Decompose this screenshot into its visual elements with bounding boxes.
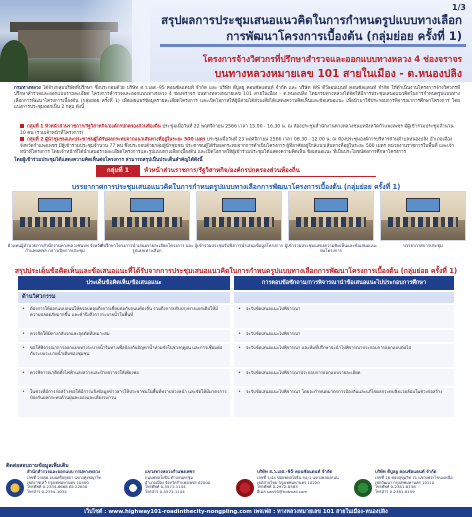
contact-line: โทรศัพท์ 0-2381-8158 — [375, 484, 416, 490]
bullet-icon — [20, 137, 24, 141]
column-header-responses: การตอบข้อซักถาม/การพิจารณานำข้อเสนอแนะไปประกอบการศึกษา — [234, 276, 454, 290]
title-divider — [160, 44, 466, 47]
group-1-text: ประชุมเมื่อวันที่ 22 พฤศจิกายน 2566 เวลา 15.00 - 16.30 น. ณ ห้องประชุมสำนักงานทางหลวงชนบทจังหวัดกำแพงเพชร มีผู้เข้าร่วมประชุมจำนวน 10 คน (รวมเจ้าหน้าที่โครงการ) — [20, 124, 454, 136]
footer — [0, 462, 472, 517]
comment-cell: • ในช่วงที่มีการก่อสร้างขอให้มีการแจ้งข้อมูลข่าวสารให้ประชาชนในพื้นที่ทราบล่วงหน้า และจัดให้มีมาตรการป้องกันผลกระทบด้านฝุ่นละอองและเสียงรบกวน — [18, 388, 230, 417]
website-bar[interactable]: เว็บไซต์ : www.highway101-roadinthecity-nongpling.com เพจเฟส : ทางหลวงหมายเลข 101 สายในเมือง-หนองปลิง — [0, 507, 472, 517]
consultant-logo-icon — [236, 479, 254, 497]
contact-line: เลขที่ 2/486 ถนนศรีอยุธยา แขวงทุ่งพญาไท — [27, 474, 101, 480]
table-row — [18, 330, 454, 342]
contact-block — [236, 470, 352, 498]
comment-cell: • ต้องการให้ออกแบบถนนให้ครอบคลุมถึงการเชื่อมต่อกับถนนท้องถิ่น รวมถึงการปรับปรุงทางแยกเดิมให้มีความปลอดภัยมากขึ้น และคำนึงถึงการระบายน้ำในพื้นที่ — [18, 305, 230, 328]
group-1-banner — [96, 165, 376, 177]
comment-cell: • ควรพิจารณาติดตั้งไฟฟ้าแสงสว่างและป้ายจราจรให้เพียงพอ — [18, 369, 230, 386]
comment-cell: • ควรจัดให้มีทางกลับรถและจุดตัดที่เหมาะสม — [18, 330, 230, 342]
group-2-text: ประชุมเมื่อวันที่ 23 พฤศจิกายน 2566 เวลา 08.30 - 12.00 น. ณ ห้องประชุมองค์การบริหารส่วนตำบลหนองปลิง อำเภอเมือง จังหวัดกำแพงเพชร มีผู้เข้าร่วมประชุมจำนวน 77 คน ซึ่งประกอบด้วยกลุ่มผู้นำชุมชน ประชาชนผู้ได้รับผลกระทบจากการดำเนินโครงการ ผู้ที่อาศัยอยู่ใกล้แนวเส้นทางที่อยู่ในระยะ 500 เมตร หน่วยงานราชการในพื้นที่ และเจ้าหน้าที่โครงการ โดยเจ้าหน้าที่ได้นำเสนอรายละเอียดโครงการและรูปแบบทางเลือกเบื้องต้น และเปิดโอกาสให้ผู้เข้าร่วมประชุมได้แสดงความคิดเห็น ข้อเสนอแนะ ที่เป็นประโยชน์ต่อการศึกษาโครงการ — [20, 137, 455, 156]
meeting-photo — [104, 191, 190, 241]
table-row — [18, 344, 454, 367]
table-section-row — [18, 292, 454, 303]
contact-line: เขตสายไหม กรุงเทพมหานคร 10220 — [257, 479, 320, 485]
photo-caption: ที่ปรึกษาโครงการนำเสนอรายละเอียดโครงการ และรูปแบบทางเลือก — [100, 243, 194, 253]
contact-line: โทรสาร 0-5571-1144 — [145, 489, 185, 495]
subtitle-line1: โครงการจ้างวิศวกรที่ปรึกษาสำรวจและออกแบบทางหลวง 4 ช่องจราจร — [202, 55, 462, 65]
group-1-summary — [20, 124, 460, 137]
contact-name: แขวงทางหลวงกำแพงเพชร — [145, 470, 195, 475]
page-title-line2: การพัฒนาโครงการเบื้องต้น (กลุ่มย่อย ครั้งที่ 1) — [226, 29, 462, 43]
photo-caption: ผู้เข้าร่วมประชุมแสดงความคิดเห็นและข้อเสนอแนะต่อโครงการ — [284, 243, 378, 253]
contact-block — [6, 470, 122, 498]
group-2-summary — [20, 137, 460, 156]
contact-line: โทรสาร 0-2354-1034 — [27, 489, 67, 495]
contact-block — [354, 470, 468, 498]
summary-note: โดยผู้เข้าร่วมประชุมได้แสดงความคิดเห็นต่อโครงการ สามารถสรุปเป็นประเด็นสำคัญได้ดังนี้ — [14, 158, 203, 163]
contact-line: อีเมล sws95@hotmail.com — [257, 489, 308, 495]
column-header-comments: ประเด็นข้อคิดเห็น/ข้อเสนอแนะ — [18, 276, 230, 290]
contact-block — [124, 470, 234, 498]
meeting-photo — [380, 191, 466, 241]
contact-name: บริษัท ดีบูลยู คอนซัลแตนท์ จำกัด — [375, 470, 437, 475]
contact-line: โทรศัพท์ 0-2354-6668 ต่อ 22630 — [27, 484, 88, 490]
group-1-banner-text: หัวหน้าส่วนราชการ/รัฐวิสาหกิจ/องค์กรปกครองส่วนท้องถิ่น — [144, 167, 300, 174]
header — [0, 0, 472, 82]
bullet-icon — [20, 124, 24, 128]
meeting-photo — [288, 191, 374, 241]
meeting-photo — [196, 191, 282, 241]
photo-caption: ตัวแทนผู้อำนวยการสำนักงานทางหลวงชนบท จังหวัดกำแพงเพชร กล่าวเปิดการประชุม — [7, 243, 103, 253]
intro-lead: กรมทางหลวง — [14, 86, 41, 91]
contact-line: เขตราชเทวี กรุงเทพมหานคร 10400 — [27, 479, 89, 485]
atmosphere-title: บรรยากาศการประชุมเสนอแนวคิดในการกำหนดรูปแบบทางเลือกการพัฒนาโครงการเบื้องต้น (กลุ่มย่อย ครั้งที่ 1) — [71, 183, 401, 191]
comment-cell: • ขอให้พิจารณาการออกแบบทางระบายน้ำริมทางเพื่อป้องกันปัญหาน้ำท่วมขังในช่วงฤดูฝน และการเชื่อมต่อกับระบบระบายน้ำเดิมของชุมชน — [18, 344, 230, 367]
contact-name: บริษัท ส.ว.เอส.-95 คอนซัลแตนท์ จำกัด — [257, 470, 333, 475]
contact-line: เลขที่ 18 ซอยสุขุมวิท 71 แขวงพระโขนงเหนือ — [375, 474, 453, 480]
contact-name: สำนักสำรวจและออกแบบ กรมทางหลวง — [27, 470, 101, 475]
response-cell: • จะรับข้อเสนอแนะไปพิจารณาประกอบการออกแบบรายละเอียด — [234, 369, 454, 386]
table-row — [18, 388, 454, 417]
contact-line: โทรศัพท์ 0-2972-8583 — [257, 484, 298, 490]
response-cell: • จะรับข้อเสนอแนะไปพิจารณา — [234, 305, 454, 328]
response-cell: • จะรับข้อเสนอแนะไปพิจารณา โดยจะกำหนดมาตรการป้องกันและแก้ไขผลกระทบสิ่งแวดล้อมในช่วงก่อสร้าง — [234, 388, 454, 417]
contact-label: ติดต่อสอบถามข้อมูลเพิ่มเติม — [6, 463, 69, 469]
group-2-label: กลุ่มที่ 2 ผู้นำชุมชนและประชาชนผู้ได้รับผลกระทบจากแนวเส้นทางที่อยู่ในระยะ 500 เมตร — [27, 137, 206, 143]
table-row — [18, 305, 454, 328]
summary-heading: สรุปประเด็นข้อคิดเห็นและข้อเสนอแนะที่ได้รับจากการประชุมเสนอแนวคิดในการกำหนดรูปแบบทางเลือกการพัฒนาโครงการเบื้องต้น (กลุ่มย่อย ครั้งที่ 1) — [14, 267, 458, 275]
comments-table — [18, 276, 454, 417]
group-1-label: กลุ่มที่ 1 หัวหน้าส่วนราชการ/รัฐวิสาหกิจ/องค์กรปกครองส่วนท้องถิ่น — [27, 124, 161, 130]
contact-line: โทรสาร 0-2381-8159 — [375, 489, 415, 495]
group-1-number: กลุ่มที่ 1 — [96, 165, 140, 177]
intro-paragraph — [14, 86, 460, 111]
page-title-line1: สรุปผลการประชุมเสนอแนวคิดในการกำหนดรูปแบบทางเลือก — [161, 13, 462, 27]
table-header — [18, 276, 454, 290]
contact-line: เขตวัฒนา กรุงเทพมหานคร 10110 — [375, 479, 435, 485]
subtitle-line2: บนทางหลวงหมายเลข 101 สายในเมือง - ต.หนองปลิง — [214, 68, 462, 80]
table-row — [18, 369, 454, 386]
contact-line: โทรศัพท์ 0-5571-1144 — [145, 484, 186, 490]
meeting-photo — [12, 191, 98, 241]
response-cell: • จะรับข้อเสนอแนะไปพิจารณา และทีมที่ปรึกษาจะนำไปพิจารณาประกอบการออกแบบต่อไป — [234, 344, 454, 367]
consultant-logo-icon — [354, 479, 372, 497]
contact-line: อำเภอเมือง จังหวัดกำแพงเพชร 62000 — [145, 479, 211, 485]
contact-line: เลขที่ 1/44 ซอยพหลโยธิน 54/1 แขวงคลองถนน — [257, 474, 339, 480]
highway-office-logo-icon — [124, 479, 142, 497]
response-cell: • จะรับข้อเสนอแนะไปพิจารณา — [234, 330, 454, 342]
section-label: ด้านวิศวกรรม — [18, 292, 230, 303]
photo-caption: ผู้เข้าร่วมประชุมรับฟังการนำเสนอข้อมูลโครงการ — [194, 243, 284, 248]
photo-caption: บรรยากาศการประชุม — [403, 243, 443, 248]
intro-text: ได้จ้างกลุ่มบริษัทที่ปรึกษา ซึ่งประกอบด้วย บริษัท ส.ว.เอส.-95 คอนซัลแตนท์ จำกัด และ บริษัท ดีบูลยู คอนซัลแตนท์ จำกัด และ บริษัท WS ดีวีลอปเมนท์ คอนซัลแตนท์ จำกัด ให้ดำเนินงานโครงการจ้างวิศวกรที่ปรึกษาสำรวจและออกแบบรายละเอียด โครงการสำรวจและออกแบบทางหลวง 4 ช่องจราจร บนทางหลวงหมายเลข 101 สายในเมือง - ต.หนองปลิง โดยกรมทางหลวงได้จัดให้มีการประชุมเสนอแนวคิดในการกำหนดรูปแบบทางเลือกการพัฒนาโครงการเบื้องต้น (กลุ่มย่อย ครั้งที่ 1) เพื่อเผยแพร่ข้อมูลรายละเอียดโครงการ และเปิดโอกาสให้ผู้มีส่วนได้ส่วนเสียได้แสดงความคิดเห็นและข้อเสนอแนะ เพื่อนำมาใช้ประกอบการพิจารณาการศึกษาโครงการ โดยแบ่งการประชุมออกเป็น 2 กลุ่ม ดังนี้ — [14, 86, 460, 110]
department-logo-icon — [6, 479, 24, 497]
page-number: 1/3 — [451, 3, 466, 12]
contact-line: ถนนพหลโยธิน ตำบลนครชุม — [145, 474, 193, 480]
